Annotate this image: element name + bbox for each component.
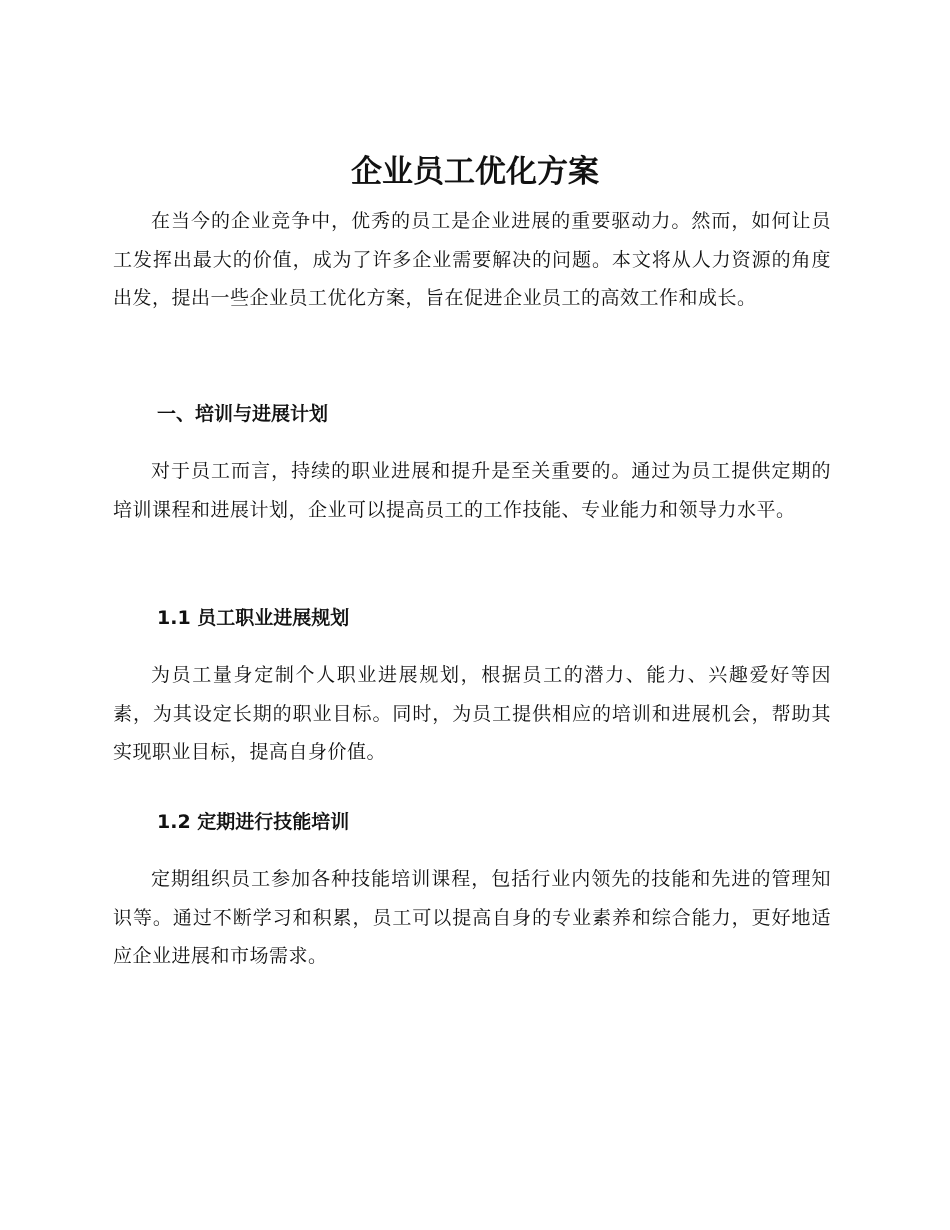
document-title: 企业员工优化方案 xyxy=(351,154,599,190)
section-heading-training: 一、培训与进展计划 xyxy=(157,403,329,425)
subsection-heading-career-plan: 1.1 员工职业进展规划 xyxy=(157,607,350,629)
subsection-paragraph-career-plan: 为员工量身定制个人职业进展规划，根据员工的潜力、能力、兴趣爱好等因素，为其设定长期的职业目标。同时，为员工提供相应的培训和进展机会，帮助其实现职业目标，提高自身价值。 xyxy=(113,664,831,763)
intro-paragraph: 在当今的企业竞争中，优秀的员工是企业进展的重要驱动力。然而，如何让员工发挥出最大的价值，成为了许多企业需要解决的问题。本文将从人力资源的角度出发，提出一些企业员工优化方案，旨在促进企业员工的高效工作和成长。 xyxy=(113,210,831,309)
subsection-paragraph-skill-training: 定期组织员工参加各种技能培训课程，包括行业内领先的技能和先进的管理知识等。通过不断学习和积累，员工可以提高自身的专业素养和综合能力，更好地适应企业进展和市场需求。 xyxy=(113,868,831,967)
section-paragraph-training: 对于员工而言，持续的职业进展和提升是至关重要的。通过为员工提供定期的培训课程和进展计划，企业可以提高员工的工作技能、专业能力和领导力水平。 xyxy=(113,460,831,521)
subsection-heading-skill-training: 1.2 定期进行技能培训 xyxy=(157,811,350,833)
